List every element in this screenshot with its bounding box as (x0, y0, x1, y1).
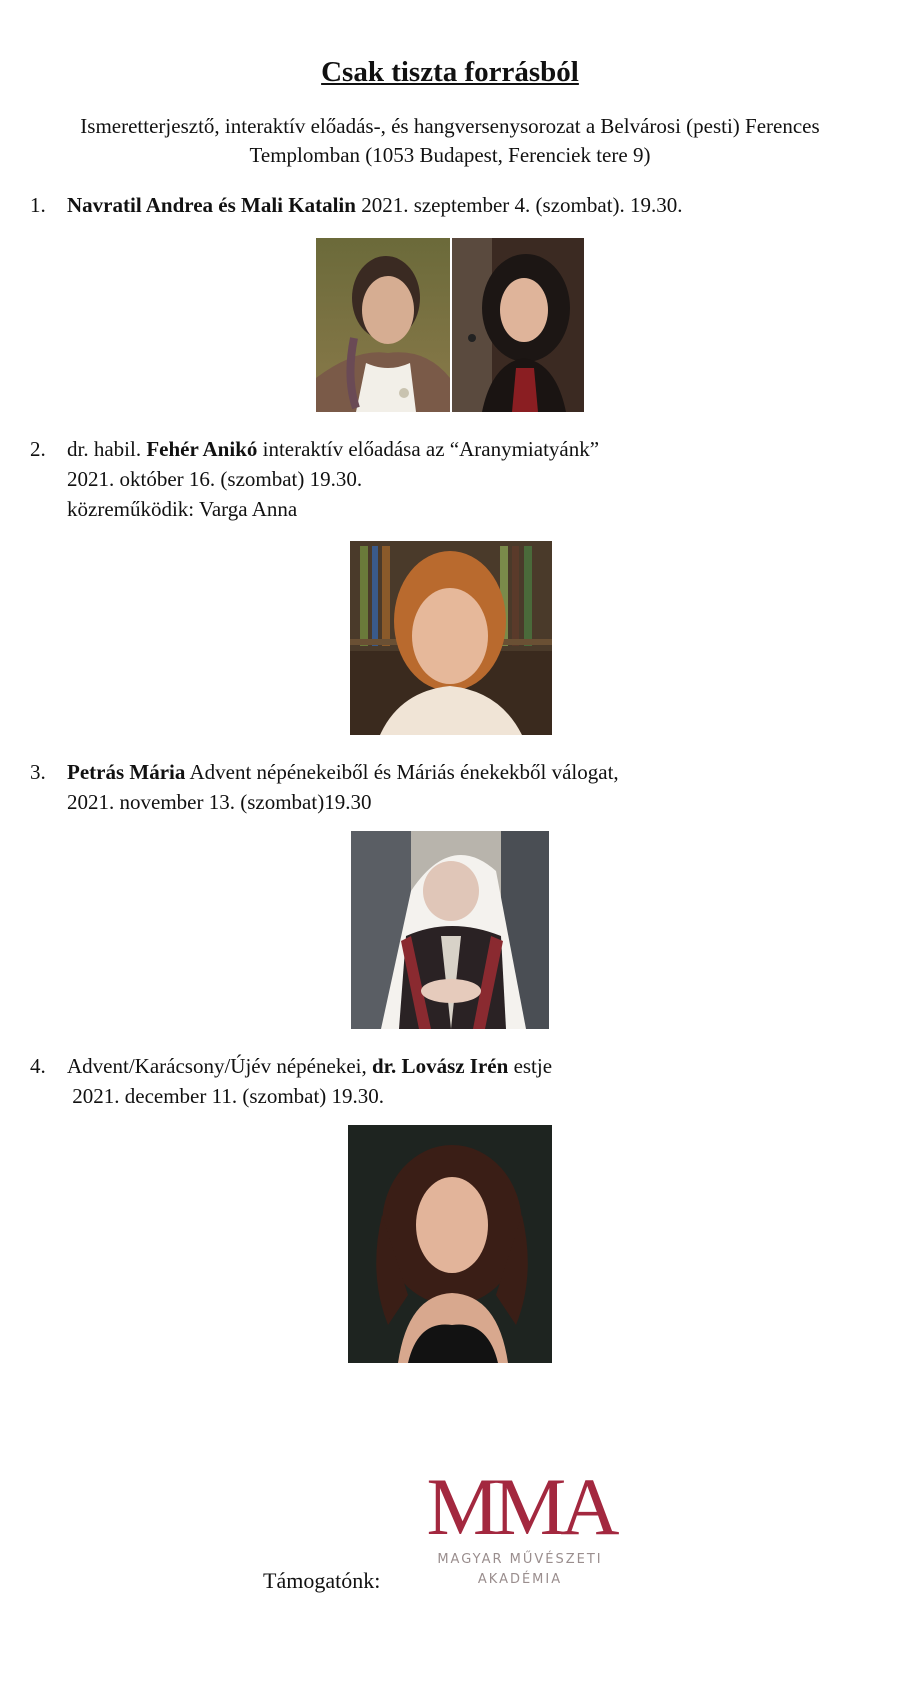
event-description: estje (508, 1054, 553, 1078)
intro-line-1: Ismeretterjesztő, interaktív előadás-, és hangversenysorozat a Belvárosi (pesti) Ferences (80, 114, 820, 138)
intro-text (20, 112, 880, 170)
event-number: 2. (30, 437, 46, 461)
logo-text-line-2: AKADÉMIA (477, 1572, 563, 1587)
event-title-line (67, 1051, 552, 1081)
event-text (67, 190, 683, 220)
title-prefix: Advent/Karácsony/Újév népénekei, (67, 1054, 372, 1078)
photo-navratil-andrea (316, 238, 450, 412)
photo-petras-maria (351, 831, 549, 1029)
performer-name: Fehér Anikó (146, 437, 258, 461)
performer-name: Navratil Andrea és Mali Katalin (67, 193, 356, 217)
event-text (67, 757, 619, 817)
intro-line-2: Templomban (1053 Budapest, Ferenciek tere 9) (249, 143, 651, 167)
photo-lovasz-iren (348, 1125, 552, 1363)
mma-logo (405, 1466, 635, 1596)
event-date: 2021. október 16. (szombat) 19.30. (67, 467, 363, 491)
event-date: 2021. szeptember 4. (szombat). 19.30. (355, 193, 683, 217)
event-text (67, 1051, 552, 1111)
logo-text-line-1: MAGYAR MŰVÉSZETI (437, 1552, 603, 1567)
performer-name: dr. Lovász Irén (371, 1054, 509, 1078)
photo-mali-katalin (452, 238, 584, 412)
photo-feher-aniko (350, 541, 552, 735)
event-title-line (67, 757, 619, 787)
svg-text:MMA: MMA (426, 1466, 614, 1546)
event-description: interaktív előadása az “Aranymiatyánk” (257, 437, 600, 461)
event-description: Advent népénekeiből és Máriás énekekből válogat, (185, 760, 619, 784)
event-text (67, 434, 599, 524)
event-extra: közreműködik: Varga Anna (67, 497, 298, 521)
event-number: 1. (30, 193, 46, 217)
event-number: 4. (30, 1054, 46, 1078)
mma-logo-mark (405, 1466, 635, 1546)
sponsor-label: Támogatónk: (263, 1568, 381, 1593)
event-title-line (67, 434, 599, 464)
performer-name: Petrás Mária (67, 760, 186, 784)
event-date: 2021. december 11. (szombat) 19.30. (67, 1084, 385, 1108)
event-date: 2021. november 13. (szombat)19.30 (67, 790, 372, 814)
event-number: 3. (30, 760, 46, 784)
title-prefix: dr. habil. (67, 437, 147, 461)
page-title: Csak tiszta forrásból (321, 56, 579, 88)
